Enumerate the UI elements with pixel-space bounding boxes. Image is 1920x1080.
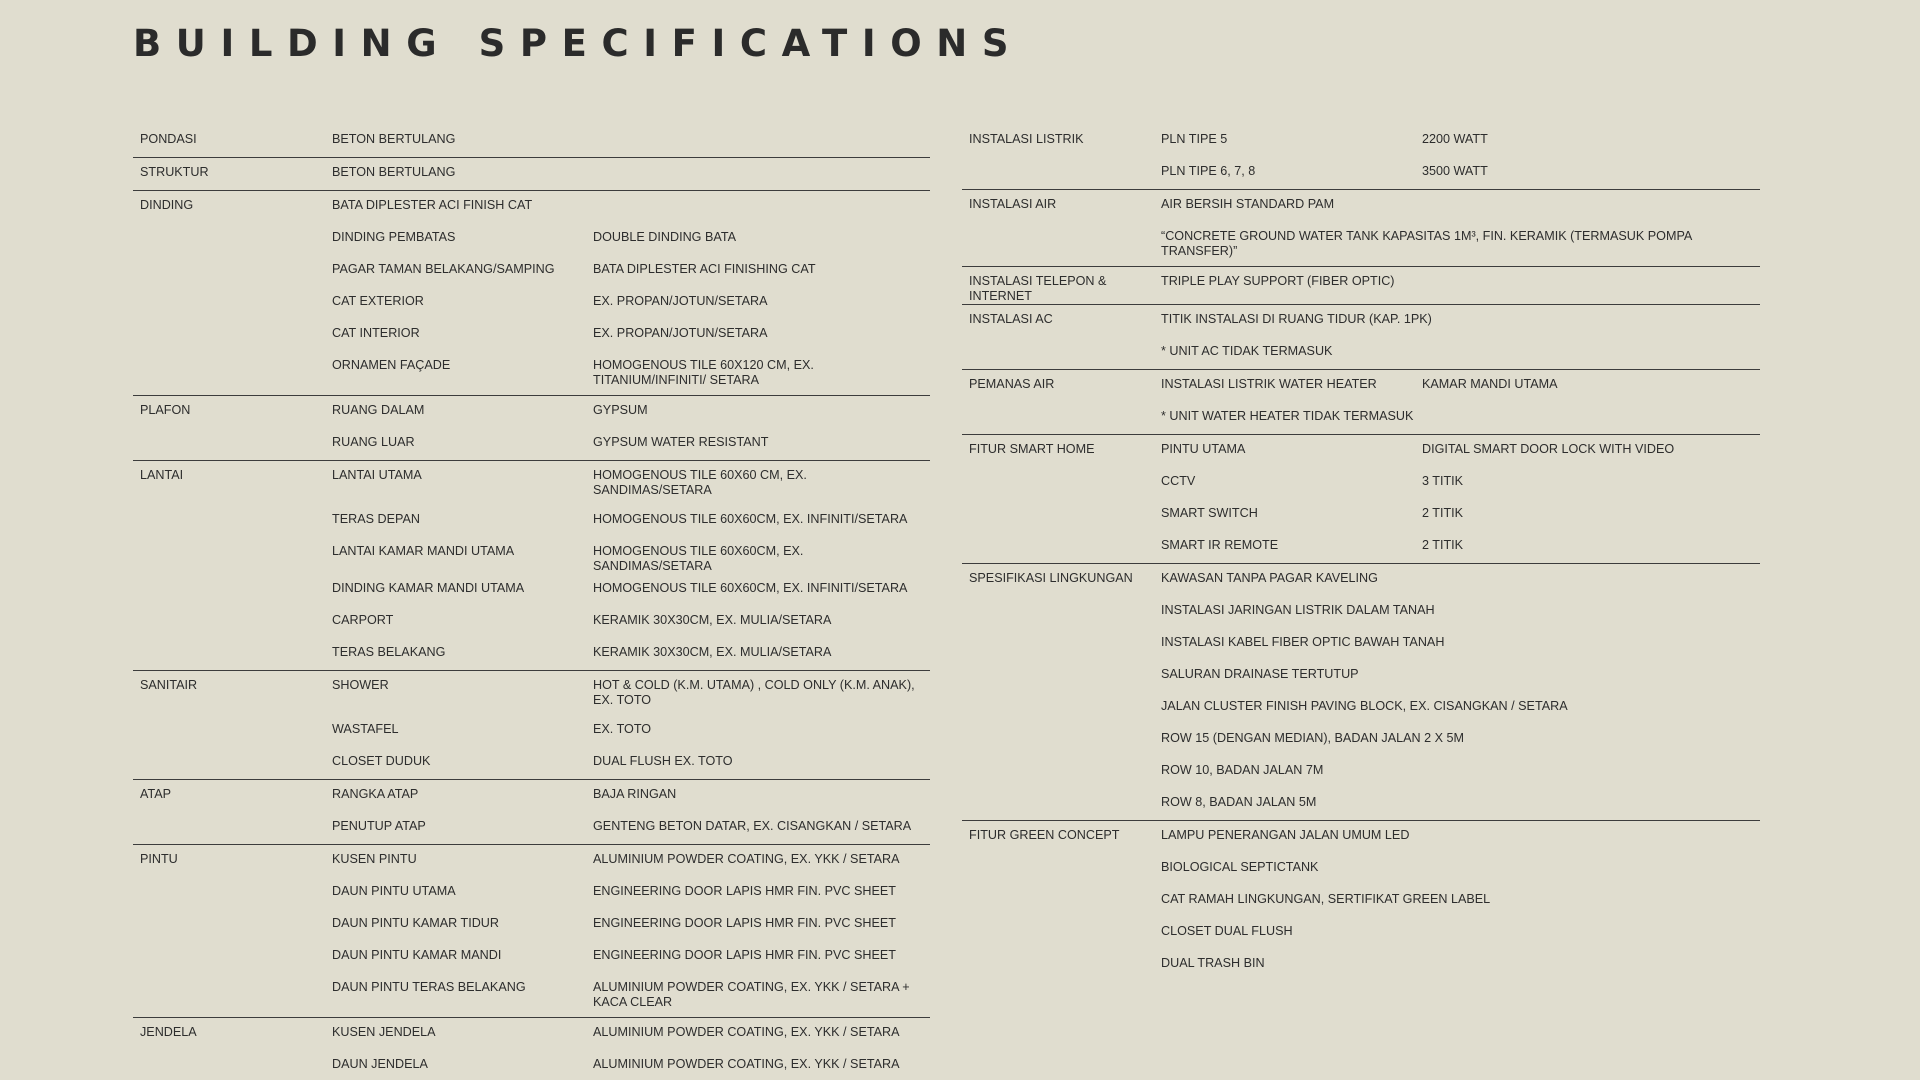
spec-row xyxy=(133,812,930,844)
spec-row xyxy=(962,660,1760,692)
spec-item: WASTAFEL xyxy=(332,722,399,736)
spec-item: ROW 8, BADAN JALAN 5M xyxy=(1161,795,1317,809)
spec-item: RANGKA ATAP xyxy=(332,787,419,801)
spec-item: TRIPLE PLAY SUPPORT (FIBER OPTIC) xyxy=(1161,274,1395,288)
spec-row xyxy=(133,973,930,1017)
spec-item: SHOWER xyxy=(332,678,389,692)
spec-value: KERAMIK 30X30CM, EX. MULIA/SETARA xyxy=(593,645,832,659)
spec-category-label: INSTALASI LISTRIK xyxy=(969,132,1084,146)
spec-value: DIGITAL SMART DOOR LOCK WITH VIDEO xyxy=(1422,442,1675,456)
spec-row xyxy=(962,435,1760,467)
spec-section-fitur-green-concept xyxy=(962,821,1760,981)
spec-row xyxy=(962,853,1760,885)
spec-row xyxy=(962,467,1760,499)
spec-item: INSTALASI JARINGAN LISTRIK DALAM TANAH xyxy=(1161,603,1435,617)
spec-item: BATA DIPLESTER ACI FINISH CAT xyxy=(332,198,533,212)
spec-item: CARPORT xyxy=(332,613,394,627)
spec-item: DAUN PINTU TERAS BELAKANG xyxy=(332,980,526,994)
spec-value: 2 TITIK xyxy=(1422,506,1464,520)
spec-value: ALUMINIUM POWDER COATING, EX. YKK / SETARA + KACA CLEAR xyxy=(593,980,910,1009)
spec-section-instalasi-ac xyxy=(962,305,1760,370)
spec-value: KERAMIK 30X30CM, EX. MULIA/SETARA xyxy=(593,613,832,627)
spec-row xyxy=(133,1018,930,1050)
spec-row xyxy=(962,596,1760,628)
spec-section-lantai xyxy=(133,461,930,671)
spec-row xyxy=(962,821,1760,853)
spec-item: DAUN PINTU UTAMA xyxy=(332,884,456,898)
spec-row xyxy=(133,319,930,351)
spec-item: PINTU UTAMA xyxy=(1161,442,1246,456)
spec-category-label: FITUR GREEN CONCEPT xyxy=(969,828,1120,842)
spec-item: LANTAI UTAMA xyxy=(332,468,422,482)
left-spec-table xyxy=(133,125,930,1080)
spec-row xyxy=(133,537,930,574)
spec-value: KAMAR MANDI UTAMA xyxy=(1422,377,1558,391)
spec-value: 3500 WATT xyxy=(1422,164,1488,178)
spec-row xyxy=(962,756,1760,788)
spec-item: CLOSET DUDUK xyxy=(332,754,431,768)
spec-item: * UNIT WATER HEATER TIDAK TERMASUK xyxy=(1161,409,1414,423)
spec-row xyxy=(962,499,1760,531)
spec-category-label: STRUKTUR xyxy=(140,165,209,179)
spec-item: TERAS BELAKANG xyxy=(332,645,446,659)
spec-row xyxy=(133,747,930,779)
spec-item: CLOSET DUAL FLUSH xyxy=(1161,924,1293,938)
spec-item: DAUN PINTU KAMAR TIDUR xyxy=(332,916,499,930)
spec-row xyxy=(133,396,930,428)
spec-category-label: INSTALASI AC xyxy=(969,312,1053,326)
spec-value: GENTENG BETON DATAR, EX. CISANGKAN / SETARA xyxy=(593,819,912,833)
spec-value: HOMOGENOUS TILE 60X60 CM, EX. SANDIMAS/SETARA xyxy=(593,468,807,497)
spec-item: PLN TIPE 5 xyxy=(1161,132,1228,146)
spec-section-sanitair xyxy=(133,671,930,780)
spec-section-instalasi-listrik xyxy=(962,125,1760,190)
spec-row xyxy=(962,305,1760,337)
spec-item: INSTALASI KABEL FIBER OPTIC BAWAH TANAH xyxy=(1161,635,1445,649)
spec-section-pemanas-air xyxy=(962,370,1760,435)
spec-value: ENGINEERING DOOR LAPIS HMR FIN. PVC SHEET xyxy=(593,948,896,962)
spec-item: BETON BERTULANG xyxy=(332,165,456,179)
spec-section-spesifikasi-lingkungan xyxy=(962,564,1760,821)
spec-row xyxy=(133,1050,930,1080)
spec-category-label: FITUR SMART HOME xyxy=(969,442,1095,456)
spec-value: BATA DIPLESTER ACI FINISHING CAT xyxy=(593,262,816,276)
spec-value: HOMOGENOUS TILE 60X60CM, EX. INFINITI/SETARA xyxy=(593,512,908,526)
page-title: BUILDING SPECIFICATIONS xyxy=(133,22,1024,65)
spec-item: KUSEN PINTU xyxy=(332,852,417,866)
spec-category-label: ATAP xyxy=(140,787,172,801)
right-spec-table xyxy=(962,125,1760,981)
spec-item: TITIK INSTALASI DI RUANG TIDUR (KAP. 1PK) xyxy=(1161,312,1432,326)
spec-item: INSTALASI LISTRIK WATER HEATER xyxy=(1161,377,1377,391)
spec-value: ALUMINIUM POWDER COATING, EX. YKK / SETARA xyxy=(593,1057,900,1071)
spec-value: DOUBLE DINDING BATA xyxy=(593,230,736,244)
spec-item: KUSEN JENDELA xyxy=(332,1025,436,1039)
spec-section-jendela xyxy=(133,1018,930,1080)
spec-value: HOMOGENOUS TILE 60X120 CM, EX. TITANIUM/INFINITI/ SETARA xyxy=(593,358,814,387)
spec-category-label: SANITAIR xyxy=(140,678,198,692)
spec-item: CAT EXTERIOR xyxy=(332,294,424,308)
spec-value: EX. PROPAN/JOTUN/SETARA xyxy=(593,326,768,340)
spec-row xyxy=(962,222,1760,266)
spec-item: CAT RAMAH LINGKUNGAN, SERTIFIKAT GREEN LABEL xyxy=(1161,892,1491,906)
spec-item: “CONCRETE GROUND WATER TANK KAPASITAS 1M³, FIN. KERAMIK (TERMASUK POMPA TRANSFER)” xyxy=(1161,229,1692,258)
spec-row xyxy=(962,370,1760,402)
spec-row xyxy=(962,724,1760,756)
spec-item: TERAS DEPAN xyxy=(332,512,420,526)
spec-category-label: SPESIFIKASI LINGKUNGAN xyxy=(969,571,1133,585)
spec-category-label: PINTU xyxy=(140,852,178,866)
spec-value: 3 TITIK xyxy=(1422,474,1464,488)
spec-row xyxy=(962,125,1760,157)
spec-row xyxy=(133,638,930,670)
spec-row xyxy=(962,157,1760,189)
spec-row xyxy=(962,917,1760,949)
spec-row xyxy=(962,788,1760,820)
spec-value: EX. PROPAN/JOTUN/SETARA xyxy=(593,294,768,308)
spec-row xyxy=(133,461,930,505)
spec-row xyxy=(133,671,930,715)
spec-row xyxy=(962,267,1760,304)
spec-value: GYPSUM WATER RESISTANT xyxy=(593,435,769,449)
spec-row xyxy=(133,574,930,606)
spec-row xyxy=(133,428,930,460)
spec-value: ALUMINIUM POWDER COATING, EX. YKK / SETARA xyxy=(593,852,900,866)
spec-value: EX. TOTO xyxy=(593,722,652,736)
spec-item: BIOLOGICAL SEPTICTANK xyxy=(1161,860,1319,874)
spec-category-label: LANTAI xyxy=(140,468,184,482)
spec-category-label: INSTALASI AIR xyxy=(969,197,1057,211)
spec-value: 2 TITIK xyxy=(1422,538,1464,552)
spec-row xyxy=(962,885,1760,917)
spec-category-label: PONDASI xyxy=(140,132,197,146)
spec-item: RUANG DALAM xyxy=(332,403,425,417)
spec-category-label: PLAFON xyxy=(140,403,191,417)
spec-row xyxy=(962,337,1760,369)
spec-row xyxy=(133,941,930,973)
spec-item: PENUTUP ATAP xyxy=(332,819,426,833)
spec-value: 2200 WATT xyxy=(1422,132,1488,146)
spec-item: ROW 15 (DENGAN MEDIAN), BADAN JALAN 2 X 5M xyxy=(1161,731,1465,745)
spec-item: KAWASAN TANPA PAGAR KAVELING xyxy=(1161,571,1378,585)
spec-item: CCTV xyxy=(1161,474,1196,488)
spec-category-label: PEMANAS AIR xyxy=(969,377,1055,391)
spec-section-struktur xyxy=(133,158,930,191)
spec-item: ORNAMEN FAÇADE xyxy=(332,358,451,372)
spec-category-label: DINDING xyxy=(140,198,194,212)
spec-item: LAMPU PENERANGAN JALAN UMUM LED xyxy=(1161,828,1410,842)
spec-row xyxy=(133,158,930,190)
spec-row xyxy=(133,351,930,395)
spec-item: JALAN CLUSTER FINISH PAVING BLOCK, EX. CISANGKAN / SETARA xyxy=(1161,699,1568,713)
spec-row xyxy=(133,877,930,909)
spec-row xyxy=(962,402,1760,434)
spec-item: CAT INTERIOR xyxy=(332,326,420,340)
spec-value: HOT & COLD (K.M. UTAMA) , COLD ONLY (K.M. ANAK), EX. TOTO xyxy=(593,678,915,707)
spec-item: BETON BERTULANG xyxy=(332,132,456,146)
spec-value: HOMOGENOUS TILE 60X60CM, EX. INFINITI/SETARA xyxy=(593,581,908,595)
spec-section-instalasi-telepon-internet xyxy=(962,267,1760,305)
spec-item: DAUN PINTU KAMAR MANDI xyxy=(332,948,502,962)
spec-row xyxy=(133,223,930,255)
spec-value: GYPSUM xyxy=(593,403,648,417)
spec-item: RUANG LUAR xyxy=(332,435,415,449)
spec-value: BAJA RINGAN xyxy=(593,787,677,801)
spec-section-pintu xyxy=(133,845,930,1018)
spec-section-plafon xyxy=(133,396,930,461)
spec-item: * UNIT AC TIDAK TERMASUK xyxy=(1161,344,1333,358)
spec-row xyxy=(133,505,930,537)
spec-item: PAGAR TAMAN BELAKANG/SAMPING xyxy=(332,262,555,276)
spec-item: LANTAI KAMAR MANDI UTAMA xyxy=(332,544,515,558)
spec-item: SMART SWITCH xyxy=(1161,506,1258,520)
spec-item: AIR BERSIH STANDARD PAM xyxy=(1161,197,1335,211)
spec-category-label: INSTALASI TELEPON & INTERNET xyxy=(969,274,1107,303)
spec-item: ROW 10, BADAN JALAN 7M xyxy=(1161,763,1324,777)
spec-row xyxy=(133,125,930,157)
spec-row xyxy=(962,190,1760,222)
spec-value: ENGINEERING DOOR LAPIS HMR FIN. PVC SHEET xyxy=(593,916,896,930)
spec-section-atap xyxy=(133,780,930,845)
spec-item: DINDING KAMAR MANDI UTAMA xyxy=(332,581,525,595)
spec-item: SMART IR REMOTE xyxy=(1161,538,1279,552)
spec-item: DUAL TRASH BIN xyxy=(1161,956,1265,970)
spec-item: DAUN JENDELA xyxy=(332,1057,428,1071)
spec-row xyxy=(133,780,930,812)
spec-category-label: JENDELA xyxy=(140,1025,197,1039)
spec-value: HOMOGENOUS TILE 60X60CM, EX. SANDIMAS/SETARA xyxy=(593,544,804,573)
spec-row xyxy=(962,628,1760,660)
spec-row xyxy=(133,255,930,287)
spec-section-dinding xyxy=(133,191,930,396)
spec-value: DUAL FLUSH EX. TOTO xyxy=(593,754,733,768)
spec-row xyxy=(133,715,930,747)
spec-row xyxy=(133,845,930,877)
spec-row xyxy=(962,949,1760,981)
spec-value: ENGINEERING DOOR LAPIS HMR FIN. PVC SHEET xyxy=(593,884,896,898)
spec-value: ALUMINIUM POWDER COATING, EX. YKK / SETARA xyxy=(593,1025,900,1039)
spec-section-fitur-smart-home xyxy=(962,435,1760,564)
spec-item: PLN TIPE 6, 7, 8 xyxy=(1161,164,1256,178)
spec-section-instalasi-air xyxy=(962,190,1760,267)
spec-section-pondasi xyxy=(133,125,930,158)
spec-item: DINDING PEMBATAS xyxy=(332,230,456,244)
spec-row xyxy=(133,287,930,319)
spec-row xyxy=(962,564,1760,596)
spec-row xyxy=(133,606,930,638)
spec-row xyxy=(962,692,1760,724)
spec-row xyxy=(133,191,930,223)
spec-row xyxy=(962,531,1760,563)
spec-row xyxy=(133,909,930,941)
spec-item: SALURAN DRAINASE TERTUTUP xyxy=(1161,667,1359,681)
